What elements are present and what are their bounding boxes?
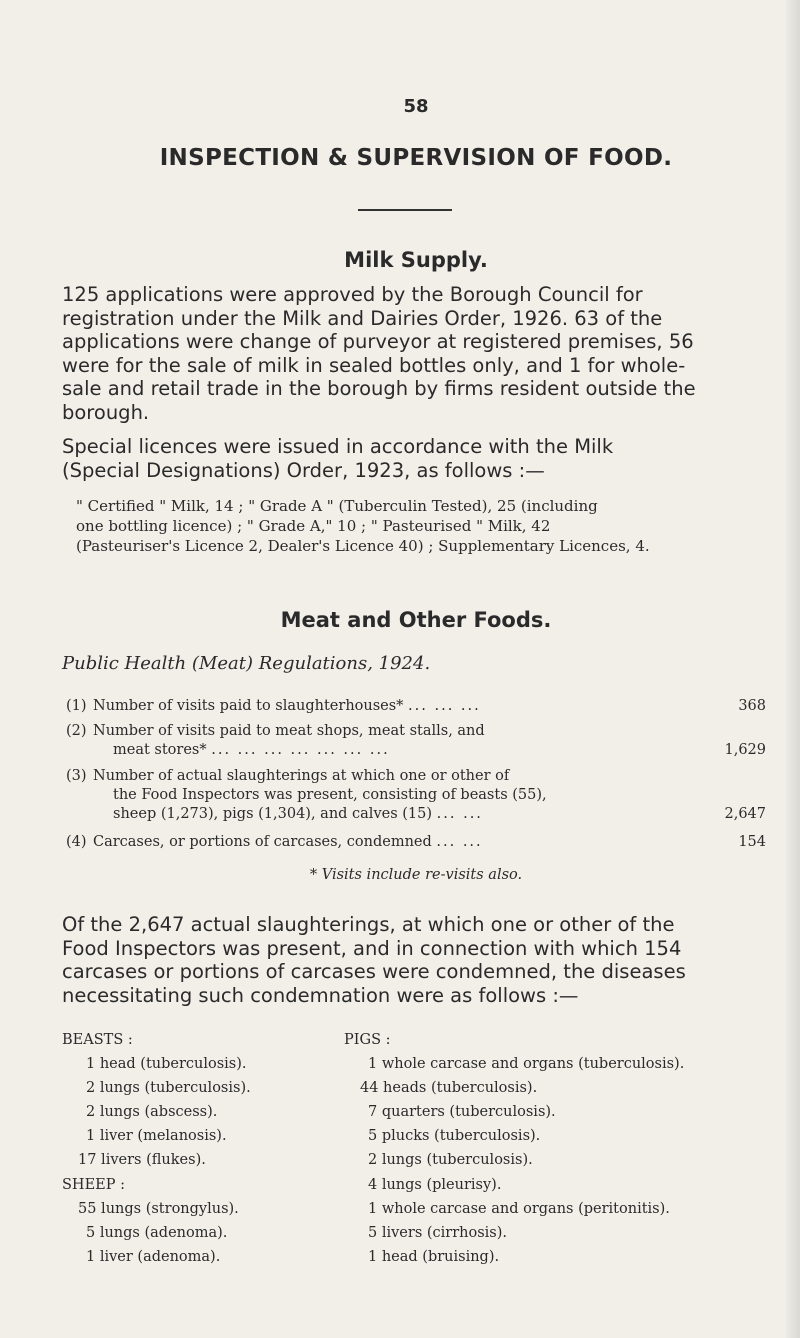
text-line: applications were change of purveyor at registered premises, 56 bbox=[62, 330, 694, 353]
text-line: sale and retail trade in the borough by firms resident outside the bbox=[62, 377, 696, 400]
item-text: Number of actual slaughterings at which one or other of bbox=[93, 768, 510, 784]
text-line: 125 applications were approved by the Borough Council for bbox=[62, 283, 643, 306]
text-line: registration under the Milk and Dairies Order, 1926. 63 of the bbox=[62, 306, 663, 330]
licences-list bbox=[76, 496, 768, 556]
pigs-column bbox=[344, 1032, 768, 1265]
text-line: Special licences were issued in accordance with the Milk bbox=[62, 435, 614, 458]
item-text: the Food Inspectors was present, consisting of beasts (55), bbox=[113, 787, 547, 803]
item-value: 2,647 bbox=[724, 806, 766, 822]
item-number: (3) bbox=[66, 768, 87, 784]
text-line: carcases or portions of carcases were condemned, the diseases bbox=[62, 960, 686, 983]
page-number: 58 bbox=[403, 96, 429, 117]
list-item: 1 whole carcase and organs (peritonitis). bbox=[368, 1201, 670, 1217]
item-text: Number of visits paid to meat shops, meat stalls, and bbox=[93, 723, 485, 739]
title-divider bbox=[358, 209, 452, 211]
item-number: (2) bbox=[66, 723, 87, 739]
milk-supply-heading: Milk Supply. bbox=[344, 248, 488, 272]
regulations-subheading: Public Health (Meat) Regulations, 1924. bbox=[62, 653, 431, 674]
leader-dots: ... ... ... ... ... ... ... bbox=[211, 742, 390, 758]
list-item: 1 whole carcase and organs (tuberculosis). bbox=[368, 1056, 685, 1072]
list-item: 17 livers (flukes). bbox=[78, 1152, 206, 1168]
leader-dots: ... ... bbox=[436, 834, 483, 850]
item-value: 1,629 bbox=[724, 742, 766, 758]
text-line: necessitating such condemnation were as follows :— bbox=[62, 983, 579, 1007]
meat-heading: Meat and Other Foods. bbox=[280, 608, 552, 632]
list-item: 2 lungs (tuberculosis). bbox=[86, 1080, 251, 1096]
list-item: 7 quarters (tuberculosis). bbox=[368, 1104, 556, 1120]
milk-paragraph-1 bbox=[62, 283, 766, 424]
beasts-heading: BEASTS : bbox=[62, 1032, 133, 1048]
pigs-heading: PIGS : bbox=[344, 1032, 391, 1048]
list-item: 44 heads (tuberculosis). bbox=[360, 1080, 538, 1096]
list-item: 4 lungs (pleurisy). bbox=[368, 1177, 502, 1193]
list-item: 1 liver (melanosis). bbox=[86, 1128, 227, 1144]
list-item: 55 lungs (strongylus). bbox=[78, 1201, 239, 1217]
page-edge-shadow bbox=[786, 0, 800, 1338]
item-text: Carcases, or portions of carcases, condemned bbox=[93, 834, 432, 850]
item-value: 368 bbox=[738, 698, 766, 714]
text-line: borough. bbox=[62, 400, 150, 424]
text-line: were for the sale of milk in sealed bottles only, and 1 for whole- bbox=[62, 353, 686, 377]
text-line: " Certified " Milk, 14 ; " Grade A " (Tuberculin Tested), 25 (including bbox=[76, 497, 598, 515]
list-item: 1 head (bruising). bbox=[368, 1249, 500, 1265]
item-number: (4) bbox=[66, 834, 87, 850]
item-text: Number of visits paid to slaughterhouses* bbox=[93, 698, 404, 714]
list-item: 5 livers (cirrhosis). bbox=[368, 1225, 507, 1241]
text-line: Of the 2,647 actual slaughterings, at which one or other of the bbox=[62, 913, 675, 936]
text-line: one bottling licence) ; " Grade A," 10 ; " Pasteurised " Milk, 42 bbox=[76, 517, 551, 535]
list-item: 1 liver (adenoma). bbox=[86, 1249, 221, 1265]
list-item: 5 lungs (adenoma). bbox=[86, 1225, 228, 1241]
item-number: (1) bbox=[66, 698, 87, 714]
item-value: 154 bbox=[738, 834, 766, 850]
beasts-sheep-column bbox=[62, 1032, 352, 1265]
text-line: (Pasteuriser's Licence 2, Dealer's Licence 40) ; Supplementary Licences, 4. bbox=[76, 537, 650, 555]
text-line: (Special Designations) Order, 1923, as follows :— bbox=[62, 458, 545, 482]
list-item: 2 lungs (abscess). bbox=[86, 1104, 218, 1120]
item-text: meat stores* bbox=[113, 742, 207, 758]
milk-paragraph-2 bbox=[62, 435, 766, 482]
sheep-heading: SHEEP : bbox=[62, 1177, 125, 1193]
leader-dots: ... ... ... bbox=[408, 698, 481, 714]
list-item: 1 head (tuberculosis). bbox=[86, 1056, 247, 1072]
leader-dots: ... ... bbox=[436, 806, 483, 822]
meat-paragraph bbox=[62, 913, 766, 1007]
item-text: sheep (1,273), pigs (1,304), and calves (15) bbox=[113, 806, 433, 822]
page-title: INSPECTION & SUPERVISION OF FOOD. bbox=[159, 145, 673, 171]
text-line: Food Inspectors was present, and in connection with which 154 bbox=[62, 936, 682, 960]
list-item: 5 plucks (tuberculosis). bbox=[368, 1128, 541, 1144]
footnote: * Visits include re-visits also. bbox=[309, 867, 523, 883]
list-item: 2 lungs (tuberculosis). bbox=[368, 1152, 533, 1168]
